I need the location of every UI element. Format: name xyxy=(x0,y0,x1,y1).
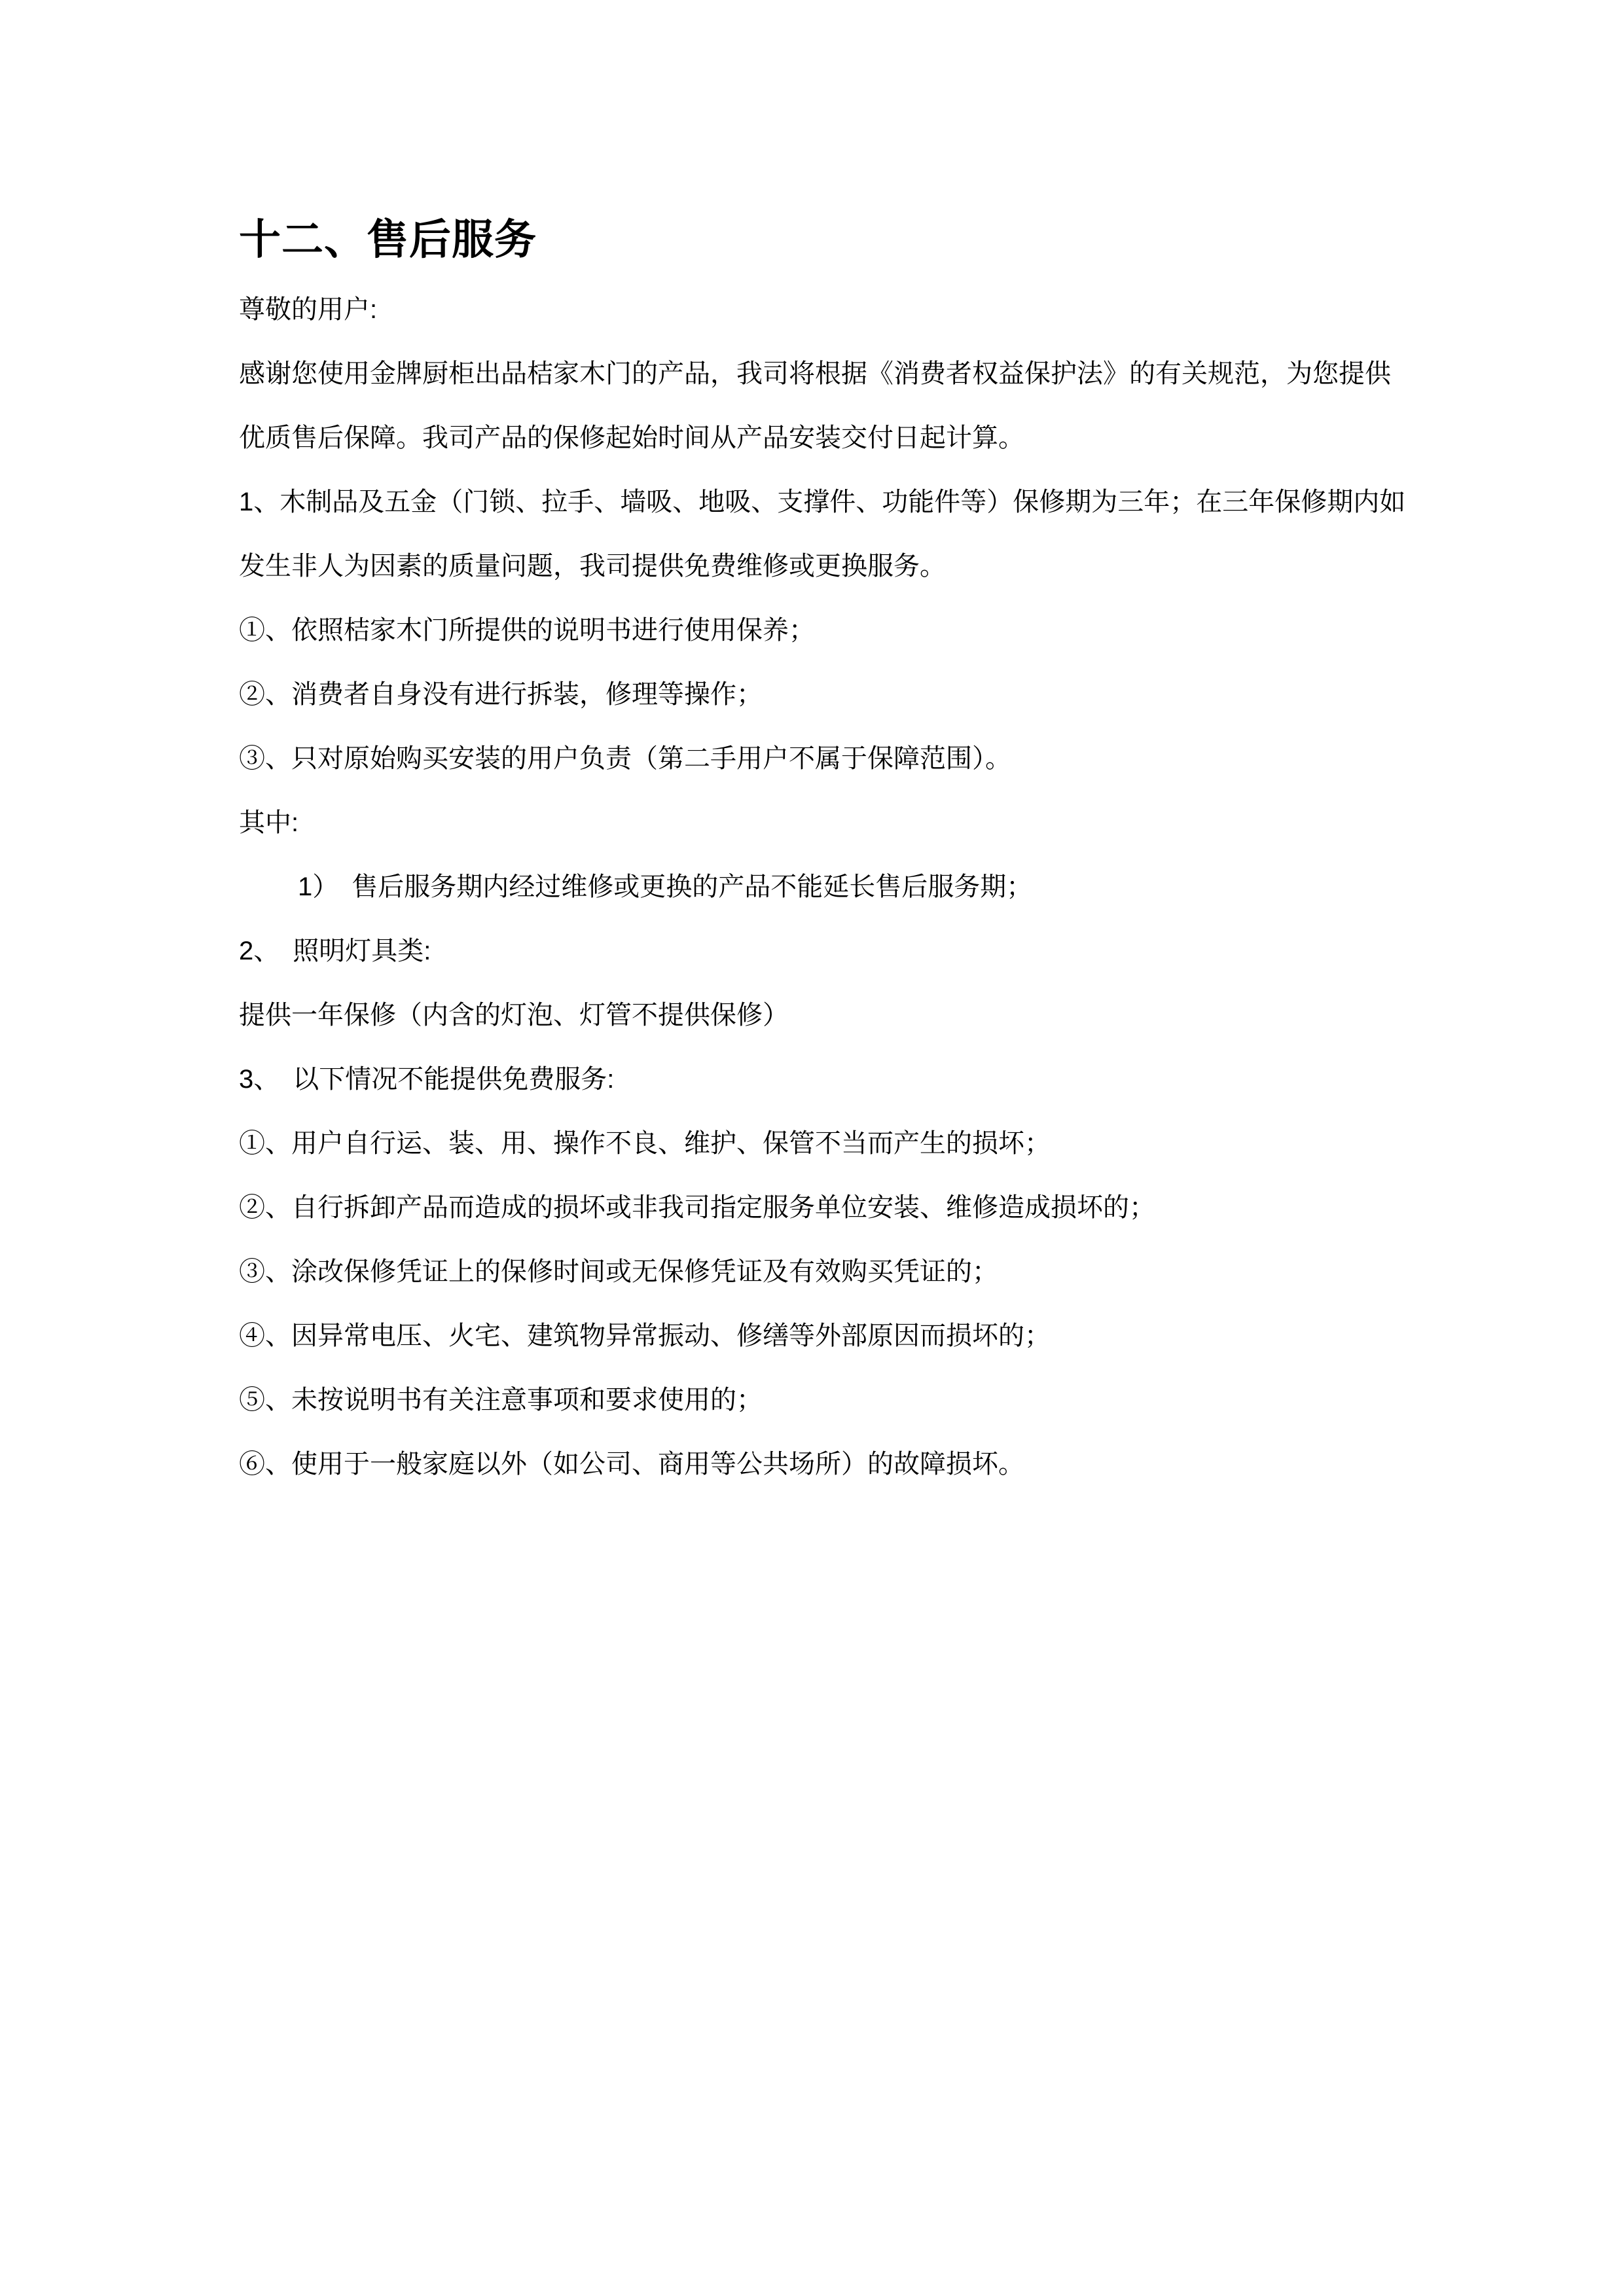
item1-line-1: 1、木制品及五金（门锁、拉手、墙吸、地吸、支撑件、功能件等）保修期为三年；在三年保修期内如 xyxy=(239,488,1406,516)
item1-line-2: 发生非人为因素的质量问题，我司提供免费维修或更换服务。 xyxy=(239,552,946,581)
page-title: 十二、售后服务 xyxy=(239,216,537,263)
document-content xyxy=(239,208,1406,1496)
condition-2: ②、消费者自身没有进行拆装，修理等操作； xyxy=(239,680,763,709)
exclusion-3: ③、涂改保修凭证上的保修时间或无保修凭证及有效购买凭证的； xyxy=(239,1257,998,1286)
condition-3: ③、只对原始购买安装的用户负责（第二手用户不属于保障范围）。 xyxy=(239,744,1011,773)
exclusion-5: ⑤、未按说明书有关注意事项和要求使用的； xyxy=(239,1386,763,1414)
condition-1: ①、依照桔家木门所提供的说明书进行使用保养； xyxy=(239,616,815,645)
exclusion-6: ⑥、使用于一般家庭以外（如公司、商用等公共场所）的故障损坏。 xyxy=(239,1450,1024,1479)
item3-heading: 3、 以下情况不能提供免费服务: xyxy=(239,1065,615,1094)
intro-line-2: 优质售后保障。我司产品的保修起始时间从产品安装交付日起计算。 xyxy=(239,423,1024,452)
sub-note-1: 1） 售后服务期内经过维修或更换的产品不能延长售后服务期； xyxy=(298,872,1033,901)
item2-heading: 2、 照明灯具类: xyxy=(239,937,431,965)
item2-detail: 提供一年保修（内含的灯泡、灯管不提供保修） xyxy=(239,1001,789,1030)
intro-line-1: 感谢您使用金牌厨柜出品桔家木门的产品，我司将根据《消费者权益保护法》的有关规范，为您提供 xyxy=(239,359,1391,388)
exclusion-4: ④、因异常电压、火宅、建筑物异常振动、修缮等外部原因而损坏的； xyxy=(239,1321,1051,1350)
exclusion-1: ①、用户自行运、装、用、操作不良、维护、保管不当而产生的损坏； xyxy=(239,1129,1051,1158)
salutation-line: 尊敬的用户: xyxy=(239,295,378,324)
exclusion-2: ②、自行拆卸产品而造成的损坏或非我司指定服务单位安装、维修造成损坏的； xyxy=(239,1193,1155,1222)
among-which-label: 其中: xyxy=(239,808,299,837)
